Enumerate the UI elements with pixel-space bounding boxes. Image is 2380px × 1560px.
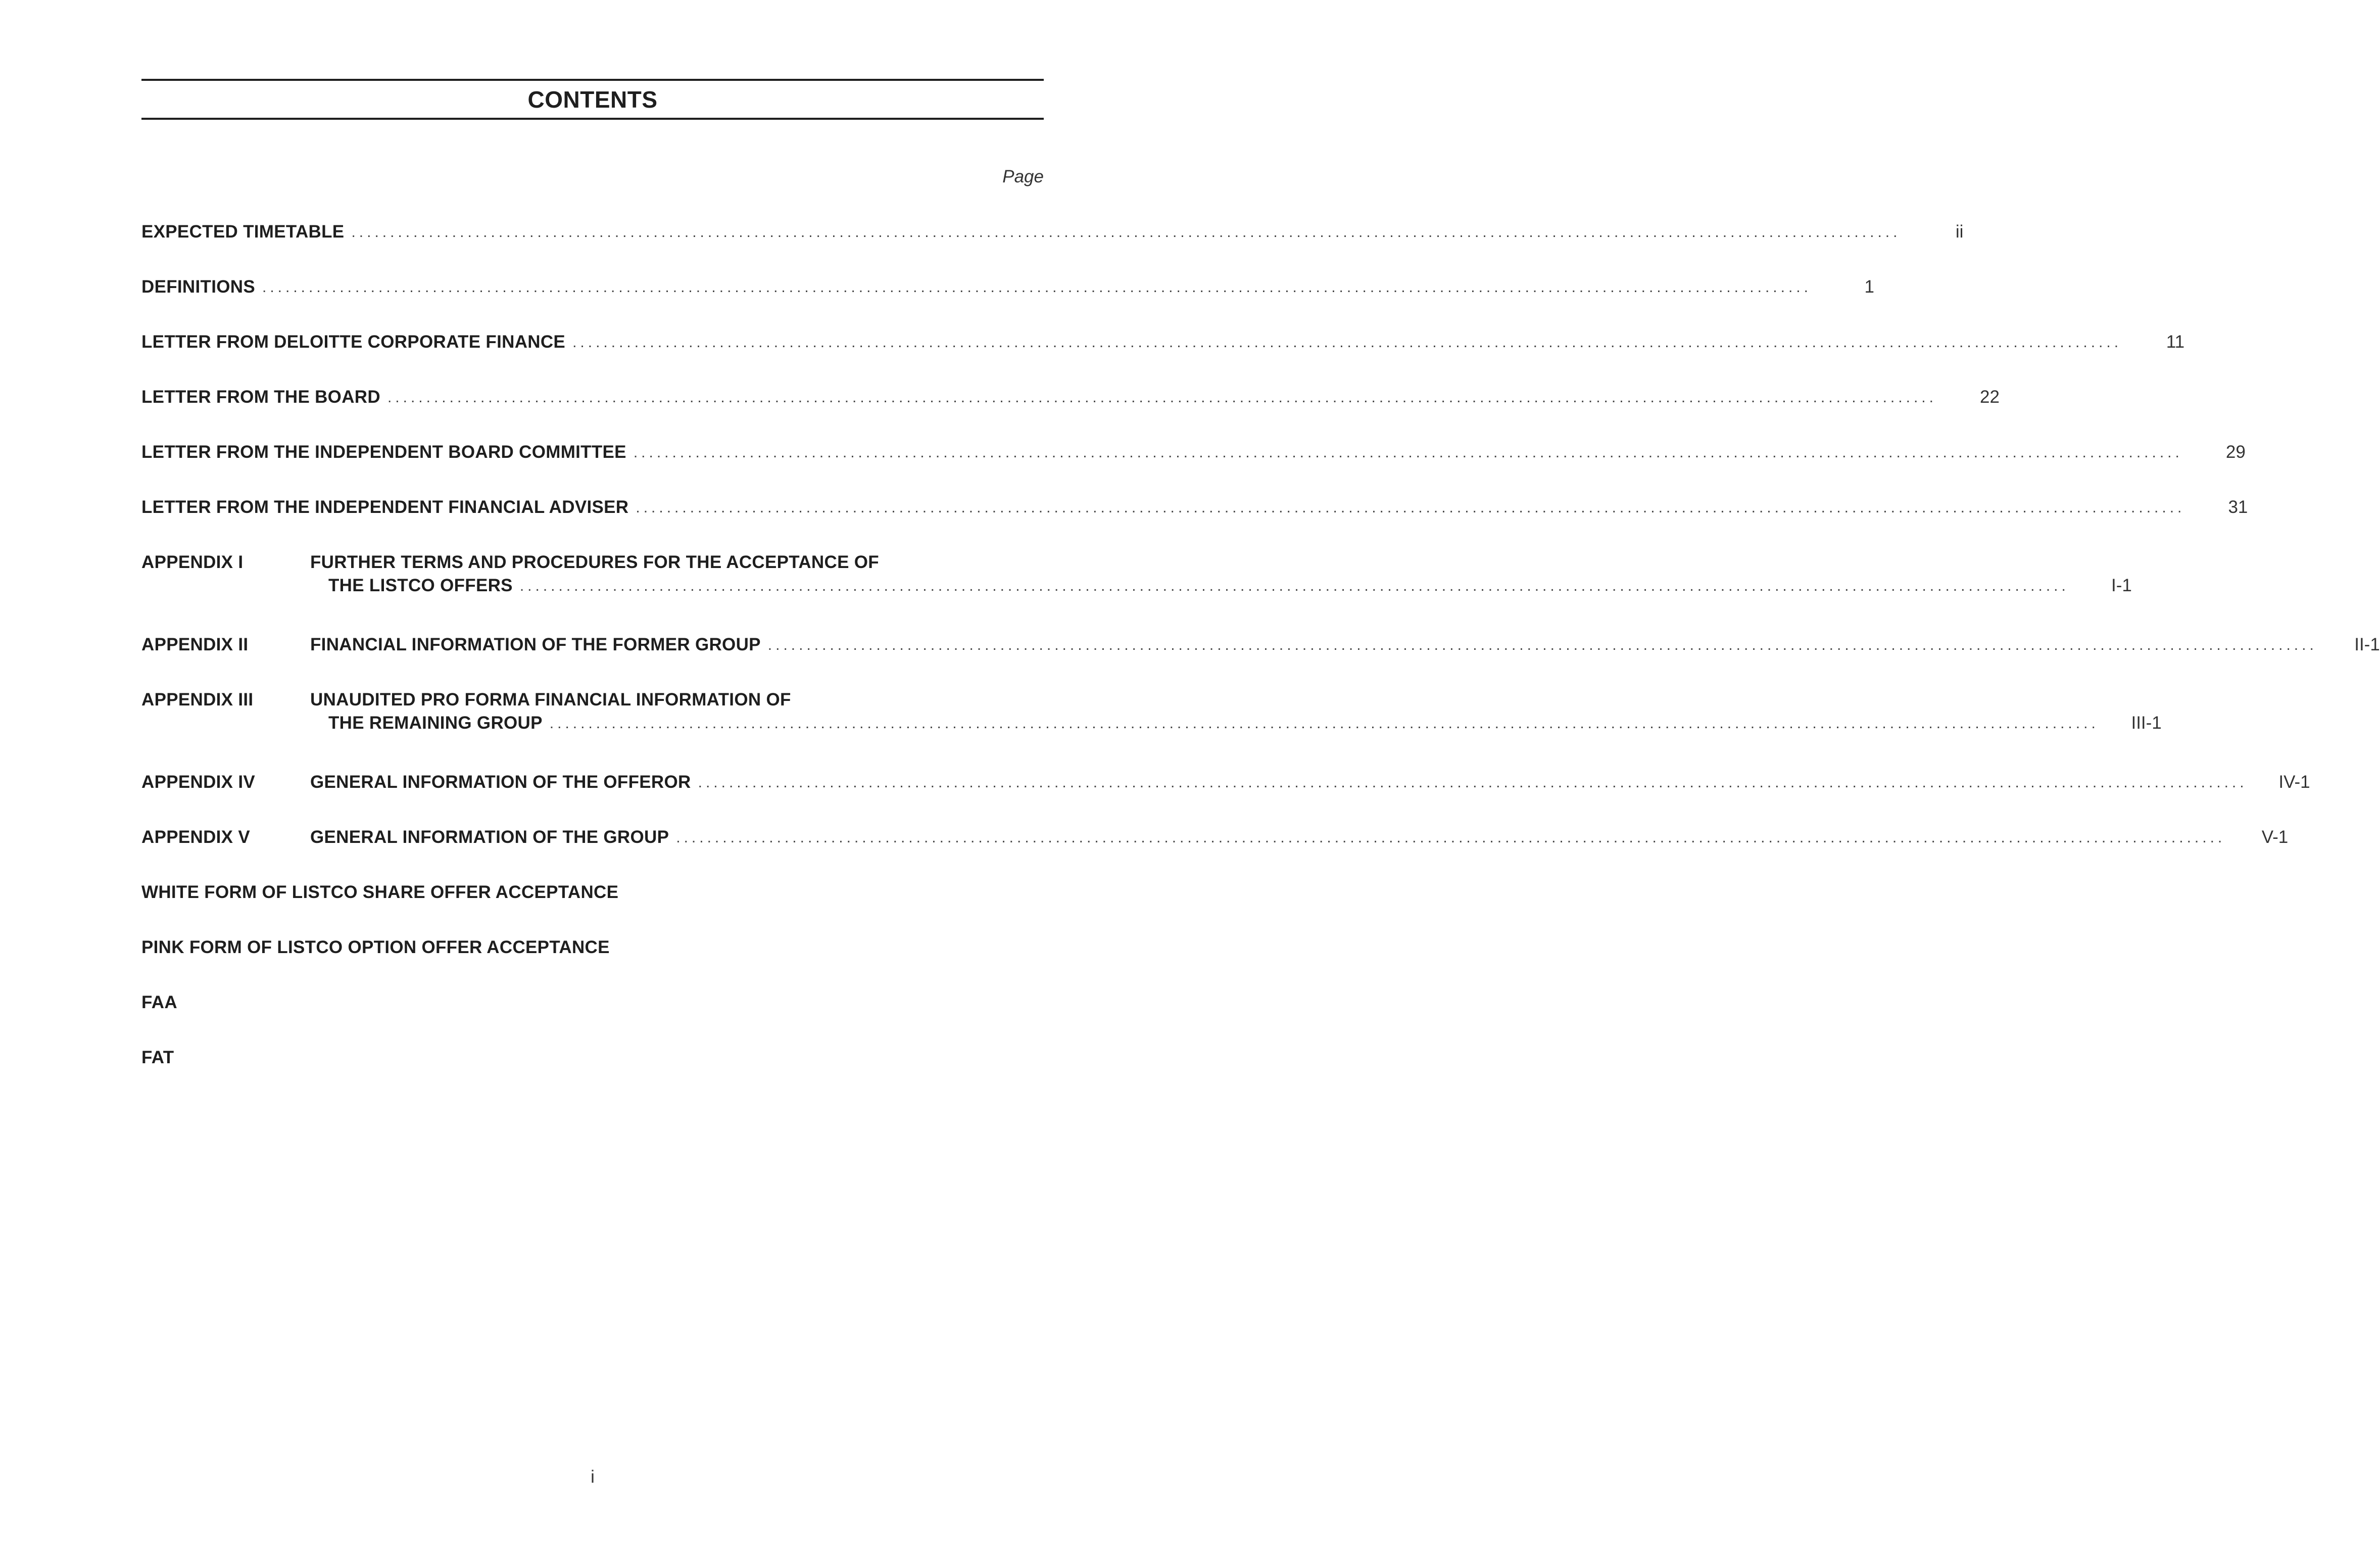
toc-entry-pink-form[interactable] — [141, 936, 1044, 959]
toc-entry-page: 22 — [1980, 387, 2000, 407]
title-bottom-rule — [141, 118, 1044, 120]
toc-entry-label: EXPECTED TIMETABLE — [141, 222, 345, 242]
toc-entry-page: 11 — [2166, 332, 2185, 352]
toc-entry-label: LETTER FROM THE BOARD — [141, 387, 380, 407]
toc-entry-appendix-3[interactable] — [141, 688, 2162, 735]
appendix-prefix: APPENDIX I — [141, 552, 244, 572]
dot-leader: ........................................................................................................................................................................................................ — [572, 334, 2122, 351]
appendix-prefix: APPENDIX II — [141, 635, 249, 654]
dot-leader: ........................................................................................................................................................................................................ — [262, 279, 1812, 296]
toc-entry-appendix-1[interactable] — [141, 551, 2132, 597]
form-label: WHITE FORM OF LISTCO SHARE OFFER ACCEPTANCE — [141, 882, 619, 902]
toc-entry-letter-ifa[interactable] — [141, 496, 2248, 519]
toc-entry-page: V-1 — [2261, 827, 2289, 847]
appendix-title-line1: GENERAL INFORMATION OF THE GROUP — [310, 827, 669, 847]
form-label: PINK FORM OF LISTCO OPTION OFFER ACCEPTANCE — [141, 937, 610, 957]
dot-leader: ........................................................................................................................................................................................................ — [387, 389, 1937, 406]
toc-entry-page: IV-1 — [2278, 772, 2310, 792]
page-title: CONTENTS — [527, 86, 658, 113]
toc-entry-page: 31 — [2228, 497, 2248, 517]
appendix-title-line1: UNAUDITED PRO FORMA FINANCIAL INFORMATION OF — [310, 690, 791, 710]
toc-entry-appendix-2[interactable] — [141, 633, 2380, 656]
toc-entry-page: III-1 — [2131, 713, 2162, 733]
toc-entry-page: 1 — [1864, 277, 1874, 297]
toc-entry-label: LETTER FROM DELOITTE CORPORATE FINANCE — [141, 332, 566, 352]
dot-leader: ........................................................................................................................................................................................................ — [698, 774, 2248, 791]
form-label: FAT — [141, 1048, 174, 1067]
form-label: FAA — [141, 992, 177, 1012]
page-column-label: Page — [1002, 167, 1044, 186]
toc-entry-page: I-1 — [2111, 576, 2132, 595]
toc-entry-label: DEFINITIONS — [141, 277, 255, 297]
toc-entry-fat[interactable] — [141, 1046, 1044, 1069]
toc-entry-label: LETTER FROM THE INDEPENDENT FINANCIAL ADVISER — [141, 497, 629, 517]
appendix-title-line1: GENERAL INFORMATION OF THE OFFEROR — [310, 772, 691, 792]
toc-entry-label: LETTER FROM THE INDEPENDENT BOARD COMMITTEE — [141, 442, 626, 462]
dot-leader: ........................................................................................................................................................................................................ — [767, 637, 2317, 653]
dot-leader: ........................................................................................................................................................................................................ — [633, 444, 2183, 461]
toc-entry-page: 29 — [2225, 442, 2246, 462]
appendix-prefix: APPENDIX III — [141, 690, 254, 710]
dot-leader: ........................................................................................................................................................................................................ — [636, 499, 2185, 516]
appendix-title-line2: THE LISTCO OFFERS — [328, 576, 513, 595]
toc-entry-letter-ibc[interactable] — [141, 441, 2246, 464]
toc-entry-appendix-5[interactable] — [141, 826, 2289, 849]
document-page — [141, 0, 2380, 1560]
appendix-title-line1: FURTHER TERMS AND PROCEDURES FOR THE ACCEPTANCE OF — [310, 552, 879, 572]
appendix-prefix: APPENDIX IV — [141, 772, 256, 792]
title-top-rule — [141, 79, 1044, 81]
toc-entry-faa[interactable] — [141, 991, 1044, 1014]
toc-entry-letter-deloitte[interactable] — [141, 330, 2185, 354]
toc-entry-definitions[interactable] — [141, 275, 1874, 299]
appendix-title-line2: THE REMAINING GROUP — [328, 713, 543, 733]
toc-entry-expected-timetable[interactable] — [141, 220, 1964, 244]
toc-entry-white-form[interactable] — [141, 881, 1044, 904]
toc-entry-page: II-1 — [2354, 635, 2380, 654]
dot-leader: ........................................................................................................................................................................................................ — [519, 578, 2069, 594]
appendix-prefix: APPENDIX V — [141, 827, 250, 847]
appendix-title-line1: FINANCIAL INFORMATION OF THE FORMER GROUP — [310, 635, 761, 654]
toc-entry-page: ii — [1955, 222, 1964, 242]
dot-leader: ........................................................................................................................................................................................................ — [351, 224, 1901, 241]
toc-entry-letter-board[interactable] — [141, 386, 2000, 409]
dot-leader: ........................................................................................................................................................................................................ — [549, 715, 2099, 732]
dot-leader: ........................................................................................................................................................................................................ — [676, 829, 2226, 846]
footer-page-number: i — [591, 1467, 595, 1487]
toc-entry-appendix-4[interactable] — [141, 771, 2310, 794]
